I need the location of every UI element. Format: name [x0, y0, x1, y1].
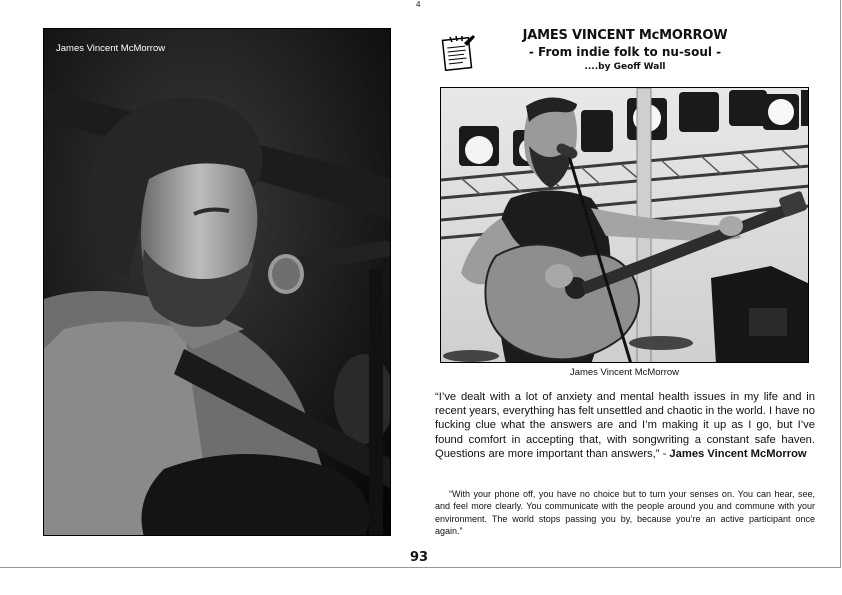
article-subtitle: - From indie folk to nu-soul - — [528, 45, 722, 59]
left-photo-caption: James Vincent McMorrow — [56, 43, 166, 54]
main-quote-text: “I’ve dealt with a lot of anxiety and mental health issues in my life and in recent years, everything has felt unsettled and chaotic in the world. I have no fucking clue what the answers are and I’m making it up as I go, but I’ve found comfort in accepting that, with songwriting a constant safe haven. Questions are more important than answers,” - — [435, 391, 815, 460]
second-quote: “With your phone off, you have no choice but to turn your senses on. You can hear, see, and feel more clearly. You communicate with the people around you and commune with your environment. The world stops passing you by, because you’re an active participant once again.” — [435, 489, 815, 536]
left-photo-image — [44, 29, 391, 536]
notepad-icon — [440, 33, 476, 71]
right-photo-image — [441, 88, 809, 363]
left-photo — [43, 28, 391, 536]
top-page-number: 4 — [416, 0, 421, 9]
article-byline: ....by Geoff Wall — [584, 62, 666, 72]
right-photo-caption: James Vincent McMorrow — [569, 367, 680, 378]
article-title: JAMES VINCENT McMORROW — [522, 28, 728, 43]
page-number: 93 — [409, 550, 429, 565]
right-photo — [440, 87, 809, 363]
main-quote — [435, 390, 815, 461]
main-quote-attribution: James Vincent McMorrow — [669, 447, 807, 460]
